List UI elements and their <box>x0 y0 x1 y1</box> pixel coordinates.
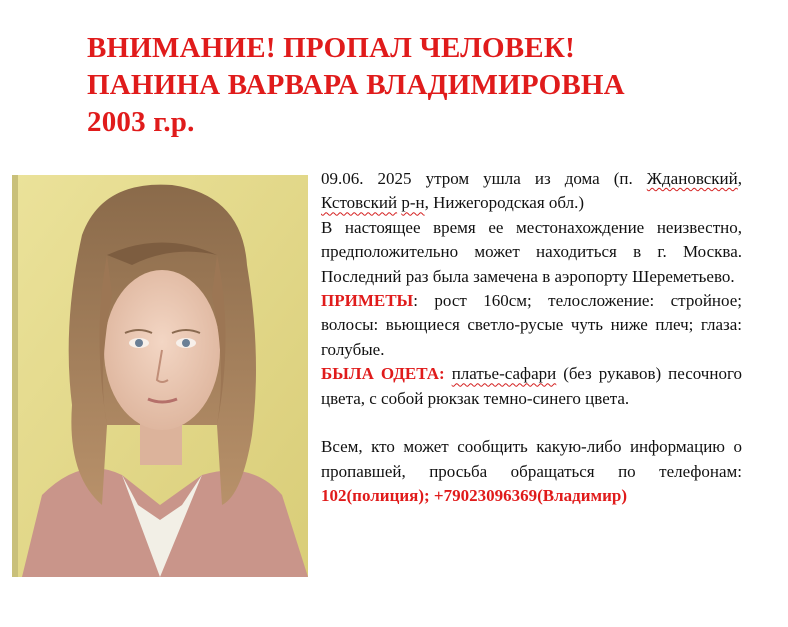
portrait-icon <box>12 175 308 577</box>
dressed-label: БЫЛА ОДЕТА: <box>321 364 445 384</box>
notice-body <box>321 167 742 509</box>
separator-text: , <box>737 169 742 188</box>
headline-attention: ВНИМАНИЕ! ПРОПАЛ ЧЕЛОВЕК! <box>87 32 575 64</box>
clothing-text: (без рукавов) песочного цвета, с собой рюкзак темно-синего цвета. <box>321 364 743 408</box>
dress-item: платье-сафари <box>451 364 557 384</box>
region-text: , Нижегородская обл.) <box>424 193 585 213</box>
contact-phones: 102(полиция); +79023096369(Владимир) <box>321 486 628 506</box>
missing-person-photo <box>12 175 308 577</box>
poster-headline <box>87 30 767 141</box>
place-district: Кстовский <box>321 193 398 213</box>
place-district-abbr: р-н <box>401 193 425 213</box>
signs-text: : рост 160см; телосложение: стройное; волосы: вьющиеся светло-русые чуть ниже плеч; глаза: голубые. <box>321 291 742 359</box>
appeal-paragraph <box>321 435 742 508</box>
date-text: 09.06. 2025 утром ушла из дома (п. <box>321 169 647 188</box>
clothing-paragraph <box>321 362 742 411</box>
place-village: Ждановский <box>646 169 738 188</box>
headline-person-name: ПАНИНА ВАРВАРА ВЛАДИМИРОВНА <box>87 69 625 101</box>
disappearance-details <box>321 167 742 216</box>
signs-paragraph <box>321 289 742 362</box>
spacer <box>321 411 742 435</box>
headline-birth-year: 2003 г.р. <box>87 106 195 138</box>
location-paragraph: В настоящее время ее местонахождение неизвестно, предположительно может находиться в г. Москва. Последний раз была замечена в аэропорту Шереметьево. <box>321 217 742 286</box>
appeal-text: Всем, кто может сообщить какую-либо информацию о пропавшей, просьба обращаться по телефонам: <box>321 437 742 481</box>
signs-label: ПРИМЕТЫ <box>321 291 414 311</box>
separator-text <box>445 364 452 383</box>
